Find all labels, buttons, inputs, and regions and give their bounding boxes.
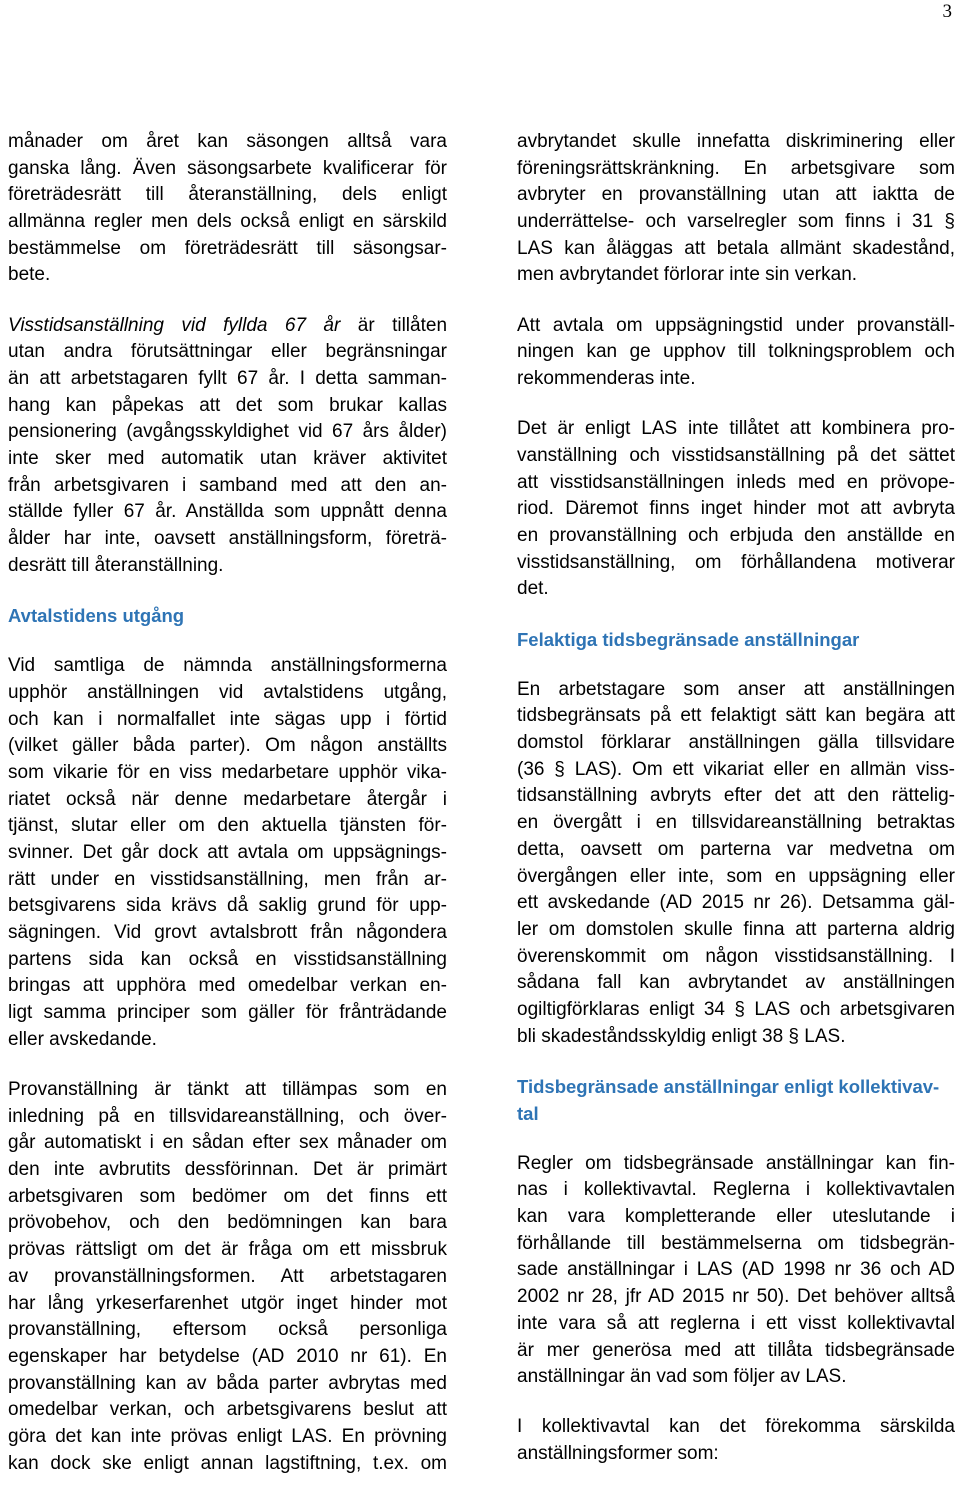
paragraph-line: ningen kan ge upphov till tolkningsproblem och	[517, 341, 955, 363]
paragraph-line: provanställning, eftersom också personliga	[8, 1319, 447, 1341]
paragraph-line: rätt under en visstidsanställning, men från ar-	[8, 868, 447, 890]
paragraph-line: som vikarie för en viss medarbetare upphör vika-	[8, 761, 447, 783]
paragraph-line: ganska lång. Även säsongsarbete kvalificerar för	[8, 157, 447, 179]
paragraph-line: underrättelse- och varselregler som finns i 31 §	[517, 211, 955, 233]
heading-line: Tidsbegränsade anställningar enligt kollektivav-	[517, 1075, 940, 1097]
paragraph-line: betsgivarens sida krävs då saklig grund för upp-	[8, 895, 447, 917]
paragraph-line: upphör anställningen vid avtalstidens utgång,	[8, 681, 447, 703]
heading-line: Avtalstidens utgång	[8, 605, 185, 626]
paragraph-line: ligt samma principer som gäller för frånträdande	[8, 1002, 447, 1024]
paragraph-line: avbryter en provanställning utan att iaktta de	[517, 184, 955, 206]
paragraph-line: Vid samtliga de nämnda anställningsformerna	[8, 655, 447, 677]
paragraph-line: inte sker med automatik utan kräver aktivitet	[8, 448, 447, 470]
paragraph-line: (36 § LAS). Om ett vikariat eller en allmän viss-	[517, 758, 955, 780]
paragraph-line: (vilket gäller båda parter). Om någon anställts	[8, 735, 447, 757]
paragraph-line: ler om domstolen skulle finna att parterna aldrig	[517, 918, 955, 940]
heading-line: Felaktiga tidsbegränsade anställningar	[517, 628, 860, 650]
heading-line: tal	[517, 1102, 539, 1124]
section-heading	[8, 603, 447, 630]
paragraph-line: bete.	[8, 264, 51, 286]
paragraph-line: än att arbetstagaren fyllt 67 år. I detta samman-	[8, 368, 447, 389]
paragraph-line: prövobehov, och den bedömningen kan bara	[8, 1212, 447, 1234]
paragraph-line: desrätt till återanställning.	[8, 554, 224, 576]
paragraph-line: provanställning kan av båda parter avbrytas med	[8, 1372, 447, 1394]
body-paragraph	[517, 1151, 955, 1391]
paragraph-line: vanställning och visstidsanställning på det sättet	[517, 444, 955, 466]
paragraph-line: inledning på en tillsvidareanställning, och över-	[8, 1105, 447, 1127]
paragraph-line: egenskaper har betydelse (AD 2010 nr 61). En	[8, 1345, 447, 1367]
paragraph-line: en övergått i en tillsvidareanställning betraktas	[517, 812, 955, 834]
paragraph-line: ålder har inte, oavsett anställningsform, företrä-	[8, 528, 447, 550]
paragraph-line: ett avskedande (AD 2015 nr 26). Detsamma gäl-	[517, 892, 955, 914]
text-segment: är tillåten	[340, 314, 448, 336]
paragraph-line: föreningsrättskränkning. En arbetsgivare som	[517, 157, 955, 179]
paragraph-line: tidsanställning avbryts efter det att den rättelig-	[517, 785, 955, 807]
paragraph-line: ställde fyller 67 år. Anställda som uppnått denna	[8, 501, 447, 523]
paragraph-line: detta, oavsett om parterna var medvetna om	[517, 838, 955, 860]
paragraph-line: den inte avbrutits dessförinnan. Det är primärt	[8, 1159, 447, 1181]
section-heading	[517, 627, 955, 654]
body-paragraph	[8, 653, 447, 1053]
paragraph-line: går automatiskt i en sådan efter sex månader om	[8, 1132, 447, 1154]
paragraph-line: utan andra förutsättningar eller begränsningar	[8, 341, 447, 363]
paragraph-line: från arbetsgivaren i samband med att den an-	[8, 474, 447, 496]
paragraph-line: av provanställningsformen. Att arbetstagaren	[8, 1265, 447, 1287]
paragraph-line: tidsbegränsats på ett felaktigt sätt kan begära att	[517, 705, 955, 727]
paragraph-line: anställningsformer som:	[517, 1443, 719, 1465]
body-paragraph	[517, 1414, 955, 1467]
body-paragraph	[517, 313, 955, 393]
left-column	[8, 129, 447, 1501]
paragraph-line: kan dock ske enligt annan lagstiftning, t.ex. om	[8, 1452, 447, 1474]
paragraph-line: partens sida kan också en visstidsanställning	[8, 948, 447, 970]
paragraph-line: är mer generösa med att tillåta tidsbegränsade	[517, 1339, 955, 1361]
body-paragraph	[8, 129, 447, 289]
body-paragraph	[517, 416, 955, 603]
paragraph-line: En arbetstagare som anser att anställningen	[517, 678, 955, 700]
paragraph-line: I kollektivavtal kan det förekomma särskilda	[517, 1416, 955, 1438]
paragraph-line: månader om året kan säsongen alltså vara	[8, 131, 447, 152]
paragraph-line: avbrytandet skulle innefatta diskriminering eller	[517, 131, 955, 152]
paragraph-line: bli skadeståndsskyldig enligt 38 § LAS.	[517, 1025, 846, 1047]
paragraph-line: arbetsgivaren som bedömer om det finns ett	[8, 1185, 447, 1207]
page-number: 3	[942, 1, 952, 22]
paragraph-line: domstol förklarar anställningen gälla tillsvidare	[517, 732, 955, 754]
body-paragraph	[517, 129, 955, 289]
paragraph-line: det.	[517, 578, 549, 600]
paragraph-line: övergången eller inte, som en uppsägning eller	[517, 865, 955, 887]
paragraph-line: nas i kollektivavtal. Reglerna i kollektivavtalen	[517, 1179, 955, 1201]
paragraph-line: har lång yrkeserfarenhet utgör inget hinder mot	[8, 1292, 447, 1314]
body-paragraph	[8, 313, 447, 580]
paragraph-line: svinner. Det går dock att avtala om uppsägnings-	[8, 842, 447, 863]
paragraph-line: och kan i normalfallet inte sägas upp i förtid	[8, 708, 447, 730]
paragraph-line: allmänna regler men dels också enligt en särskild	[8, 211, 447, 233]
paragraph-line: prövas rättsligt om det är fråga om ett missbruk	[8, 1239, 447, 1261]
paragraph-line: bestämmelse om företrädesrätt till säsongsar-	[8, 237, 447, 259]
paragraph-line: bringas att upphöra med omedelbar verkan en-	[8, 975, 447, 997]
paragraph-line: LAS kan åläggas att betala allmänt skadestånd,	[517, 237, 955, 259]
paragraph-line: en provanställning och erbjuda den anställde en	[517, 524, 955, 546]
paragraph-line: förhållande till bestämmelserna om tidsbegrän-	[517, 1232, 955, 1254]
right-column	[517, 129, 955, 1491]
paragraph-line: eller avskedande.	[8, 1028, 157, 1050]
paragraph-line: Det är enligt LAS inte tillåtet att kombinera pro-	[517, 418, 955, 440]
paragraph-line: omedelbar verkan, och arbetsgivarens beslut att	[8, 1399, 447, 1421]
paragraph-line: tjänst, slutar eller om den aktuella tjänsten för-	[8, 815, 447, 837]
paragraph-line: ogiltigförklaras enligt 34 § LAS och arbetsgivaren	[517, 998, 955, 1020]
paragraph-line: sägningen. Vid grovt avtalsbrott från någondera	[8, 922, 447, 944]
paragraph-line: Att avtala om uppsägningstid under provanställ-	[517, 314, 955, 336]
paragraph-line: göra det kan inte prövas enligt LAS. En prövning	[8, 1425, 447, 1447]
paragraph-line: kan vara kompletterande eller uteslutande i	[517, 1206, 955, 1228]
paragraph-line: företrädesrätt till återanställning, dels enligt	[8, 184, 447, 206]
paragraph-line: hang kan påpekas att det som brukar kallas	[8, 394, 447, 416]
body-paragraph	[517, 677, 955, 1051]
paragraph-line: sade anställningar i LAS (AD 1998 nr 36 och AD	[517, 1259, 955, 1281]
paragraph-line: överenskommit om någon visstidsanställning. I	[517, 945, 955, 967]
paragraph-line: riod. Däremot finns inget hinder mot att avbryta	[517, 498, 955, 520]
paragraph-line: men avbrytandet förlorar inte sin verkan.	[517, 264, 858, 286]
paragraph-line	[8, 313, 447, 340]
paragraph-line: inte vara så att reglerna i ett visst kollektivavtal	[517, 1312, 955, 1334]
paragraph-line: Regler om tidsbegränsade anställningar kan fin-	[517, 1152, 955, 1174]
section-heading	[517, 1074, 955, 1127]
paragraph-line: riatet också när denne medarbetare återgår i	[8, 788, 447, 810]
paragraph-line: 2002 nr 28, jfr AD 2015 nr 50). Det behöver alltså	[517, 1286, 955, 1308]
italic-term: Visstidsanställning vid fyllda 67 år	[8, 314, 341, 336]
paragraph-line: pensionering (avgångsskyldighet vid 67 års ålder)	[8, 421, 447, 443]
paragraph-line: att visstidsanställningen inleds med en prövope-	[517, 471, 955, 493]
paragraph-line: anställningar än vad som följer av LAS.	[517, 1366, 847, 1388]
paragraph-line: Provanställning är tänkt att tillämpas som en	[8, 1079, 447, 1100]
paragraph-line: visstidsanställning, om förhållandena motiverar	[517, 551, 955, 573]
paragraph-line: sådana fall kan avbrytandet av anställningen	[517, 972, 955, 994]
body-paragraph	[8, 1077, 447, 1477]
paragraph-line: rekommenderas inte.	[517, 368, 696, 389]
